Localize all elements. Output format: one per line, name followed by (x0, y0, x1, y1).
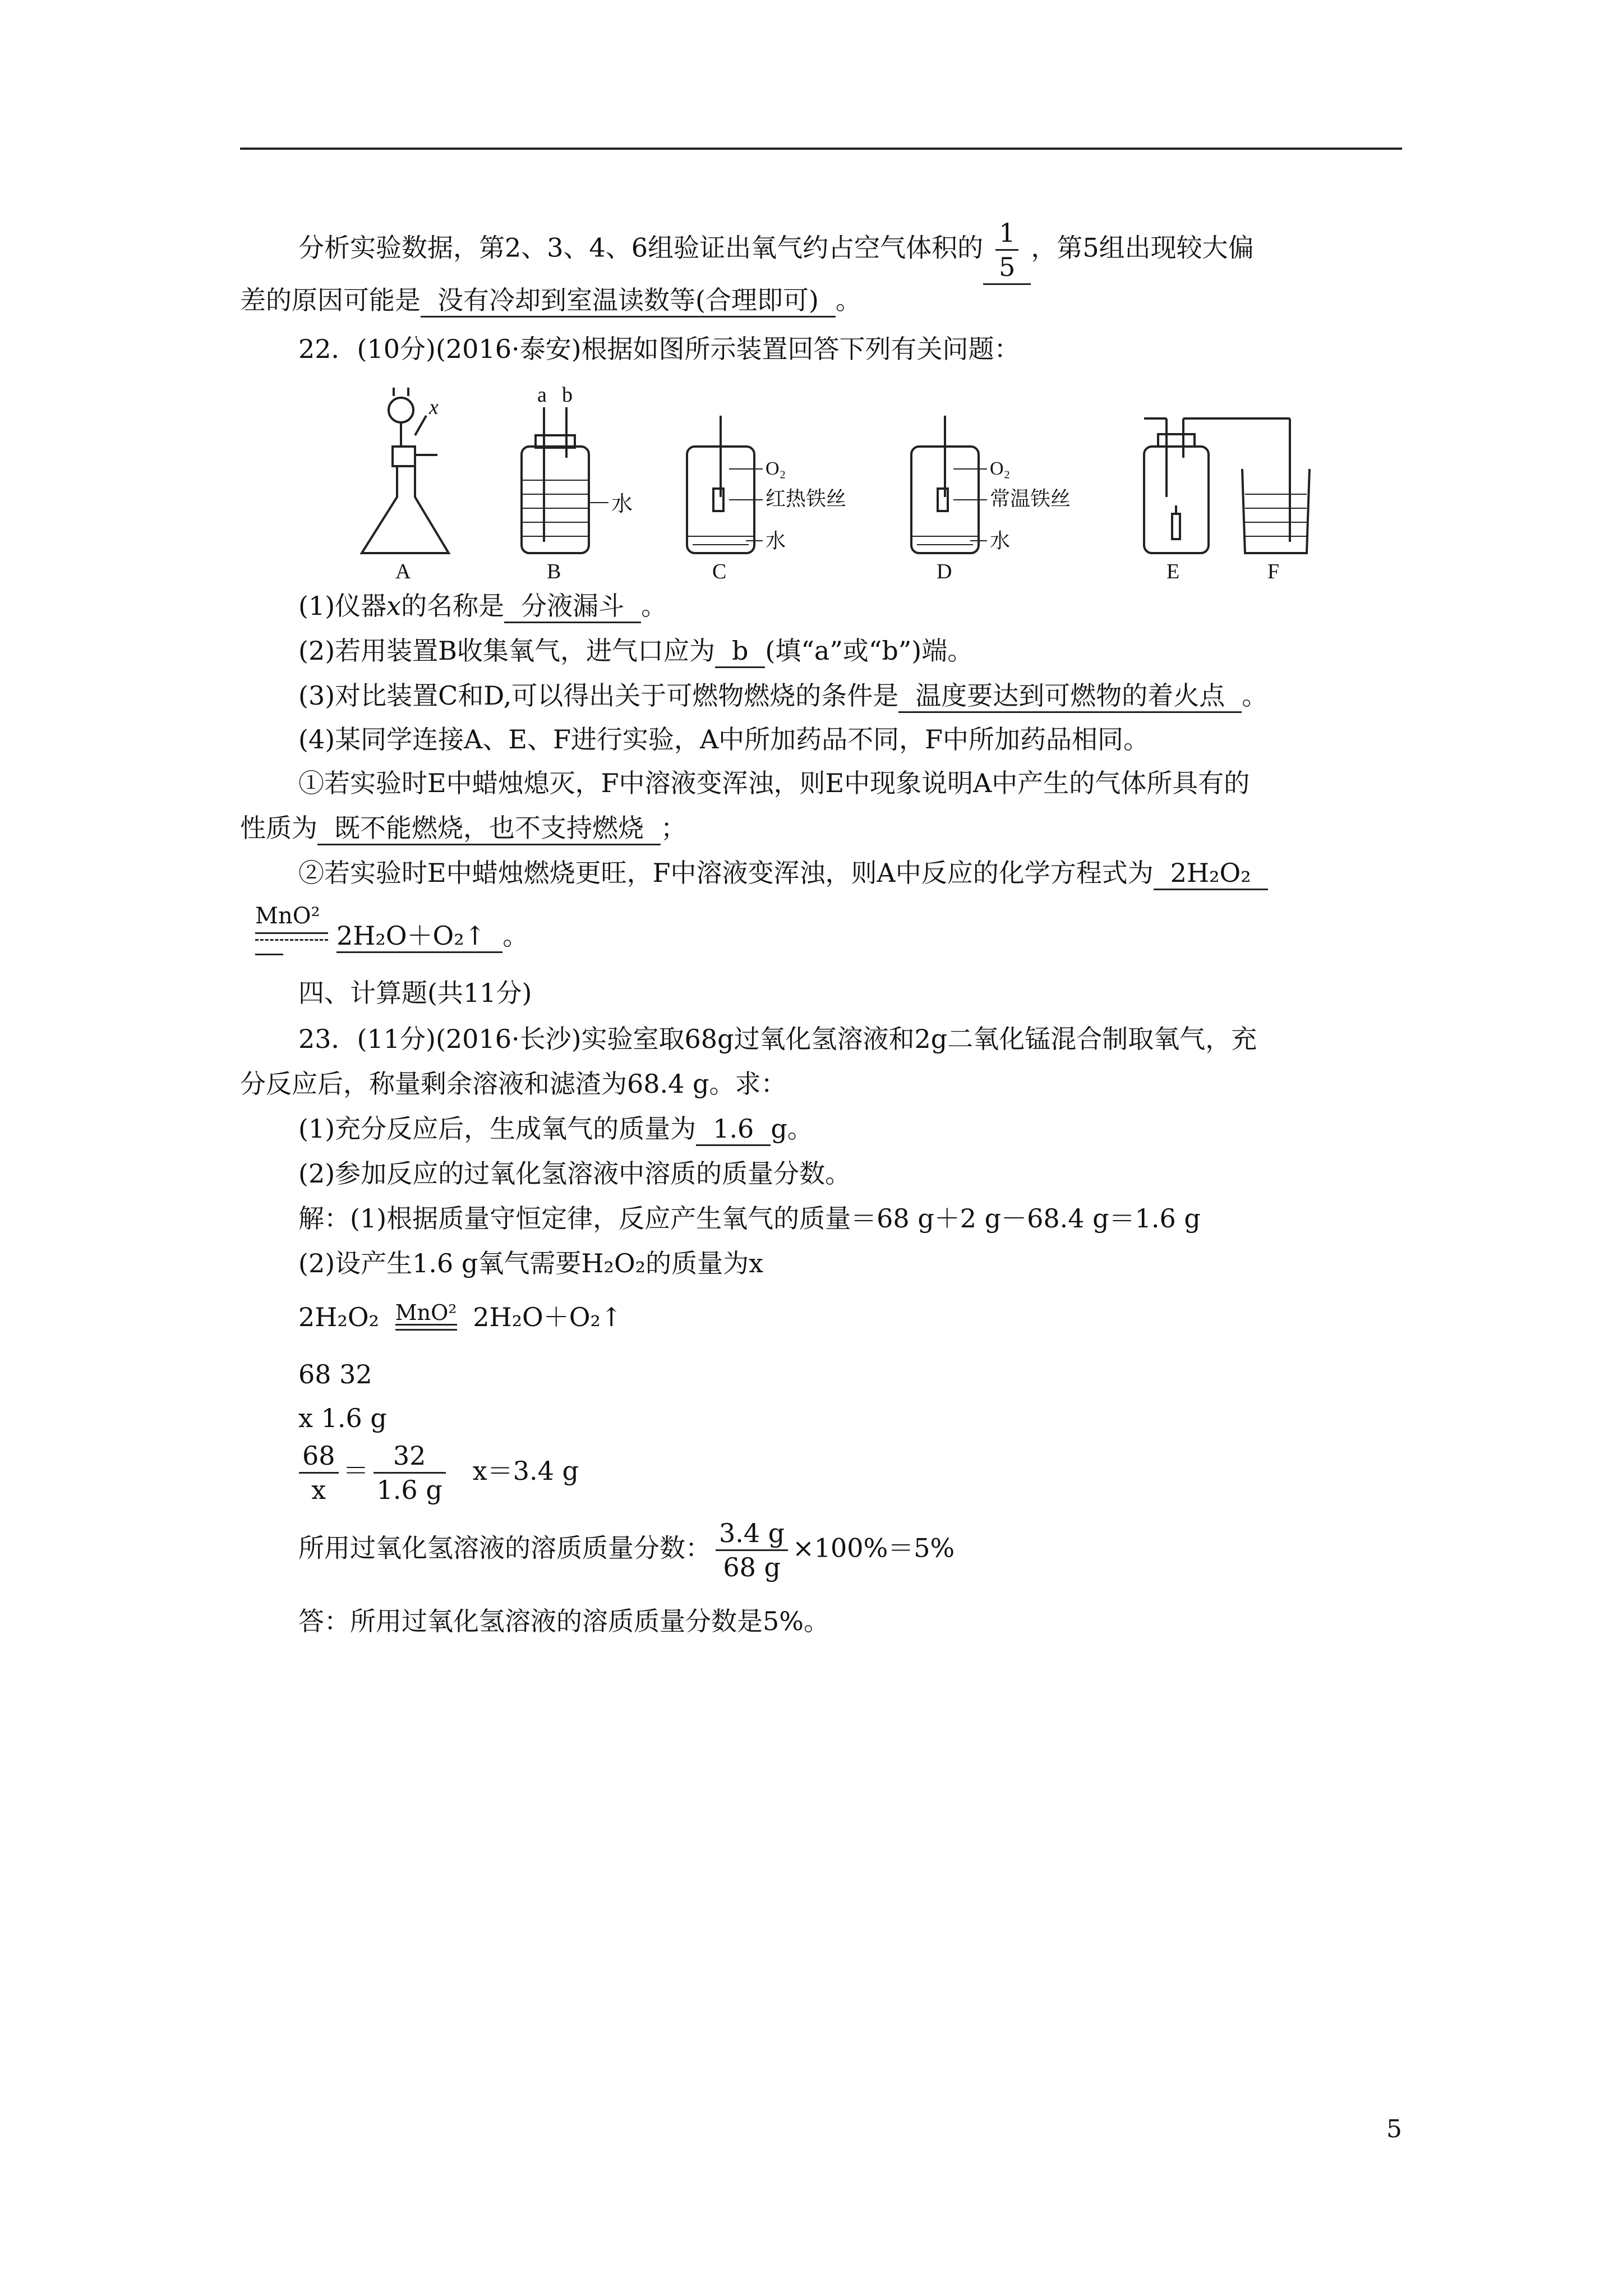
apparatus-f (1242, 418, 1310, 553)
q22-1: (1)仪器x的名称是 分液漏斗 。 (298, 589, 667, 623)
label-c: C (712, 560, 727, 581)
q22-4b-line1: ②若实验时E中蜡烛燃烧更旺，F中溶液变浑浊，则A中反应的化学方程式为 2H₂O₂ (298, 856, 1268, 890)
label-a: A (395, 560, 411, 581)
apparatus-e (1144, 418, 1290, 553)
q22-4a-line2: 性质为 既不能燃烧，也不支持燃烧 ； (240, 811, 686, 845)
q22-4: (4)某同学连接A、E、F进行实验，A中所加药品不同，F中所加药品相同。 (298, 724, 1150, 754)
q23-1: (1)充分反应后，生成氧气的质量为 1.6 g。 (298, 1112, 813, 1146)
ratio-row-1: 68 32 (298, 1359, 372, 1389)
line-1: 分析实验数据，第2、3、4、6组验证出氧气约占空气体积的 $\frac{1}{5}$ ，第5组出现较大偏 (298, 217, 1254, 285)
answer-blank: 没有冷却到室温读数等(合理即可) (421, 284, 836, 318)
apparatus-b (522, 407, 608, 553)
label-d-iron: 常温铁丝 (990, 487, 1071, 510)
label-b-water: 水 (611, 493, 633, 516)
eq-line-1 (255, 932, 328, 934)
label-d-water: 水 (990, 530, 1011, 552)
solution-line-2: (2)设产生1.6 g氧气需要H₂O₂的质量为x (298, 1248, 764, 1278)
label-c-iron: 红热铁丝 (766, 487, 847, 510)
solution-line-1: 解：(1)根据质量守恒定律，反应产生氧气的质量＝68 g＋2 g－68.4 g＝1.6 g (298, 1203, 1201, 1234)
q22-4b-line2: 2H₂O＋O₂↑ 。 (336, 919, 528, 953)
eq-line-3 (255, 954, 283, 955)
q22-2: (2)若用装置B收集氧气，进气口应为 b (填“a”或“b”)端。 (298, 634, 973, 668)
label-c-water: 水 (766, 530, 786, 552)
q22-4a-line1: ①若实验时E中蜡烛熄灭，F中溶液变浑浊，则E中现象说明A中产生的气体所具有的 (298, 768, 1250, 798)
eq-line-2 (255, 939, 328, 941)
label-d: D (937, 560, 952, 581)
label-e: E (1166, 560, 1180, 581)
label-port-b: b (562, 385, 573, 407)
q23-line2: 分反应后，称量剩余溶液和滤渣为68.4 g。求： (240, 1069, 787, 1099)
label-x: x (429, 395, 439, 419)
q23-2: (2)参加反应的过氧化氢溶液中溶质的质量分数。 (298, 1158, 851, 1189)
fraction-one-fifth: $\frac{1}{5}$ (995, 217, 1018, 283)
q22-4b-catalyst: MnO² (255, 903, 320, 929)
label-c-o2: O₂ (766, 458, 786, 479)
label-f: F (1267, 560, 1280, 581)
q23-line1: 23．(11分)(2016·长沙)实验室取68g过氧化氢溶液和2g二氧化锰混合制取氧气，充 (298, 1024, 1257, 1054)
q22-stem: 22．(10分)(2016·泰安)根据如图所示装置回答下列有关问题： (298, 334, 1020, 364)
label-port-a: a (537, 385, 547, 407)
label-b: B (547, 560, 561, 581)
proportion: $\frac{68}{x}$ ＝ $\frac{32}{1.6 g}$ x＝3.4 g (294, 1439, 579, 1506)
page-number: 5 (1386, 2115, 1402, 2143)
ratio-row-2: x 1.6 g (298, 1403, 387, 1433)
label-d-o2: O₂ (990, 458, 1011, 479)
percentage: 所用过氧化氢溶液的溶质质量分数： $\frac{3.4 g}{68 g}$ ×100%＝5% (298, 1518, 955, 1582)
section-4-title: 四、计算题(共11分) (298, 978, 532, 1008)
line-2: 差的原因可能是 没有冷却到室温读数等(合理即可) 。 (240, 283, 861, 318)
apparatus-diagram (359, 385, 1312, 581)
answer: 答：所用过氧化氢溶液的溶质质量分数是5%。 (298, 1606, 829, 1636)
header-rule (240, 148, 1402, 150)
apparatus-d (911, 416, 987, 553)
solution-equation: 2H₂O₂ MnO² 2H₂O＋O₂↑ (298, 1300, 623, 1332)
q22-3: (3)对比装置C和D,可以得出关于可燃物燃烧的条件是 温度要达到可燃物的着火点 。 (298, 679, 1267, 713)
apparatus-c (687, 416, 763, 553)
